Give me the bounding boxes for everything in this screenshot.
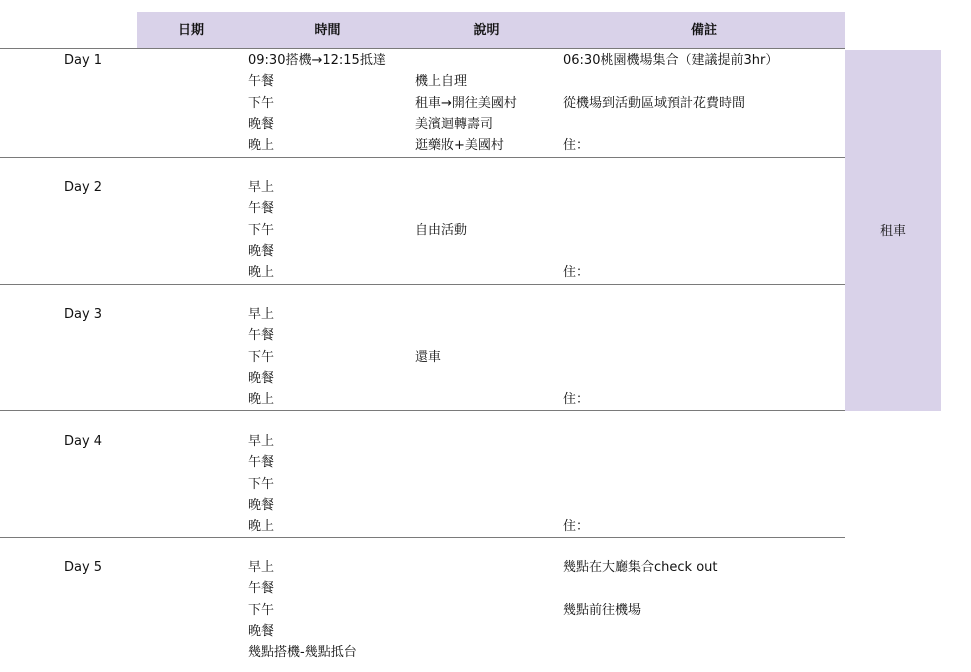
day-separator: [0, 410, 845, 411]
time-cell: 早上: [248, 434, 275, 449]
time-cell: 晚上: [248, 519, 275, 535]
note-cell: 06:30桃園機場集合（建議提前3hr）: [563, 53, 779, 68]
description-cell: 機上自理: [415, 74, 468, 90]
car-rental-block: [845, 50, 941, 411]
day-separator: [0, 157, 845, 158]
note-cell: 幾點在大廳集合check out: [563, 560, 718, 575]
time-cell: 09:30搭機→12:15抵達: [248, 53, 386, 68]
time-cell: 下午: [248, 476, 275, 492]
description-cell: 自由活動: [415, 222, 468, 238]
time-cell: 早上: [248, 560, 275, 575]
time-cell: 幾點搭機-幾點抵台: [248, 645, 357, 661]
header-description: 說明: [473, 23, 500, 38]
note-cell: 住：: [563, 392, 590, 408]
description-cell: 租車→開往美國村: [415, 95, 517, 111]
description-cell: 還車: [415, 349, 442, 365]
header-note: 備註: [690, 23, 717, 38]
day-label: Day 4: [64, 434, 103, 449]
time-cell: 晚餐: [248, 243, 275, 259]
note-cell: 住：: [563, 519, 590, 535]
day-label: Day 3: [64, 307, 103, 322]
time-cell: 晚上: [248, 138, 275, 154]
time-cell: 晚餐: [248, 497, 275, 513]
car-rental-label: 租車: [879, 224, 906, 239]
time-cell: 午餐: [248, 74, 275, 90]
day-separator: [0, 537, 845, 538]
time-cell: 早上: [248, 307, 275, 322]
day-label: Day 1: [64, 53, 103, 68]
note-cell: 幾點前往機場: [563, 602, 642, 618]
header-separator: [0, 48, 845, 49]
note-cell: 住：: [563, 265, 590, 281]
header-date: 日期: [177, 23, 204, 38]
time-cell: 下午: [248, 349, 275, 365]
description-cell: 逛藥妝+美國村: [415, 138, 504, 154]
time-cell: 午餐: [248, 201, 275, 217]
note-cell: 從機場到活動區域預計花費時間: [563, 95, 746, 111]
day-label: Day 2: [64, 180, 103, 195]
time-cell: 晚上: [248, 392, 275, 408]
time-cell: 下午: [248, 222, 275, 238]
time-cell: 早上: [248, 180, 275, 195]
time-cell: 下午: [248, 95, 275, 111]
time-cell: 晚餐: [248, 370, 275, 386]
time-cell: 午餐: [248, 328, 275, 344]
time-cell: 晚餐: [248, 116, 275, 132]
table-header: [137, 12, 845, 49]
time-cell: 晚上: [248, 265, 275, 281]
time-cell: 午餐: [248, 455, 275, 471]
header-time: 時間: [314, 23, 341, 38]
time-cell: 晚餐: [248, 623, 275, 639]
day-label: Day 5: [64, 560, 103, 575]
time-cell: 午餐: [248, 581, 275, 597]
description-cell: 美濱迴轉壽司: [415, 116, 494, 132]
time-cell: 下午: [248, 602, 275, 618]
note-cell: 住：: [563, 138, 590, 154]
day-separator: [0, 284, 845, 285]
